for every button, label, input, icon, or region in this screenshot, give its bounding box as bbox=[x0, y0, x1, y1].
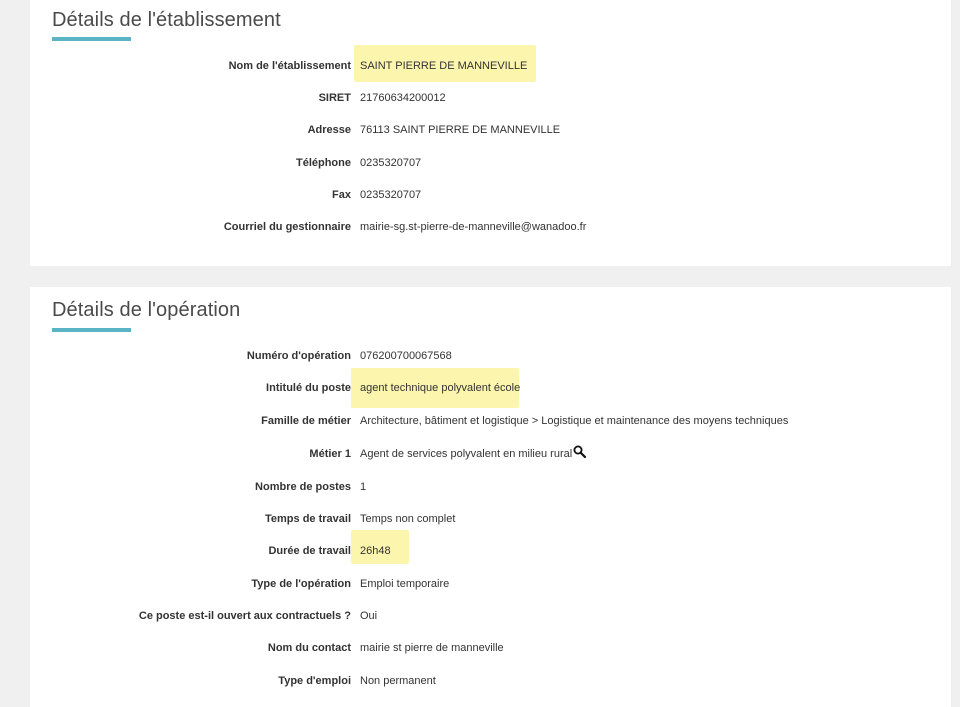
field-value: Temps non complet bbox=[360, 513, 456, 525]
field-value: Architecture, bâtiment et logistique > Logistique et maintenance des moyens techniques bbox=[360, 415, 789, 427]
field-value: Agent de services polyvalent en milieu rural bbox=[360, 448, 573, 460]
etablissement-card bbox=[30, 0, 951, 266]
field-label: Durée de travail bbox=[268, 545, 351, 557]
field-label: Numéro d'opération bbox=[246, 350, 351, 362]
field-value: 26h48 bbox=[360, 545, 391, 557]
field-value: SAINT PIERRE DE MANNEVILLE bbox=[360, 60, 528, 72]
field-value: mairie st pierre de manneville bbox=[360, 642, 504, 654]
field-label: Famille de métier bbox=[261, 415, 351, 427]
title-underline bbox=[52, 328, 131, 332]
field-value: Oui bbox=[360, 610, 378, 622]
field-row-type-emploi bbox=[30, 671, 951, 691]
field-row-famille-metier bbox=[30, 411, 951, 431]
field-value: 0235320707 bbox=[360, 157, 422, 169]
field-row-fax bbox=[30, 185, 951, 205]
field-value: Non permanent bbox=[360, 675, 436, 687]
field-label: Type de l'opération bbox=[251, 578, 351, 590]
field-label: Nombre de postes bbox=[255, 481, 351, 493]
field-value: 21760634200012 bbox=[360, 92, 446, 104]
field-label: Ce poste est-il ouvert aux contractuels ? bbox=[138, 610, 351, 622]
field-label: SIRET bbox=[318, 92, 351, 104]
field-row-numero-operation bbox=[30, 346, 951, 366]
field-row-courriel bbox=[30, 217, 951, 237]
field-row-temps-travail bbox=[30, 509, 951, 529]
field-row-type-operation bbox=[30, 574, 951, 594]
field-label: Type d'emploi bbox=[278, 675, 351, 687]
field-label: Intitulé du poste bbox=[266, 382, 351, 394]
field-row-siret bbox=[30, 88, 951, 108]
field-value[interactable]: mairie-sg.st-pierre-de-manneville@wanadoo.fr bbox=[360, 221, 587, 233]
search-icon[interactable] bbox=[573, 445, 586, 458]
field-label: Nom de l'établissement bbox=[228, 60, 351, 72]
field-label: Adresse bbox=[307, 124, 351, 136]
field-row-nom-contact bbox=[30, 638, 951, 658]
field-value: agent technique polyvalent école bbox=[360, 382, 521, 394]
field-value: 0235320707 bbox=[360, 189, 422, 201]
field-label: Temps de travail bbox=[265, 513, 351, 525]
field-value: 076200700067568 bbox=[360, 350, 452, 362]
field-label: Nom du contact bbox=[267, 642, 351, 654]
field-row-nombre-postes bbox=[30, 477, 951, 497]
field-value-container bbox=[360, 444, 586, 464]
field-row-telephone bbox=[30, 153, 951, 173]
field-value: 1 bbox=[360, 481, 367, 493]
field-label: Fax bbox=[332, 189, 351, 201]
field-row-adresse bbox=[30, 120, 951, 140]
title-underline bbox=[52, 37, 131, 41]
field-label: Métier 1 bbox=[309, 448, 351, 460]
field-row-metier-1 bbox=[30, 444, 951, 464]
field-row-intitule-poste bbox=[30, 378, 951, 398]
field-row-nom-etablissement bbox=[30, 56, 951, 76]
operation-card bbox=[30, 287, 951, 707]
field-value: 76113 SAINT PIERRE DE MANNEVILLE bbox=[360, 124, 561, 136]
field-row-duree-travail bbox=[30, 541, 951, 561]
field-label: Courriel du gestionnaire bbox=[223, 221, 351, 233]
field-label: Téléphone bbox=[295, 157, 351, 169]
field-row-ouvert-contractuels bbox=[30, 606, 951, 626]
field-value: Emploi temporaire bbox=[360, 578, 450, 590]
etablissement-title: Détails de l'établissement bbox=[52, 9, 281, 31]
operation-title: Détails de l'opération bbox=[52, 299, 241, 321]
